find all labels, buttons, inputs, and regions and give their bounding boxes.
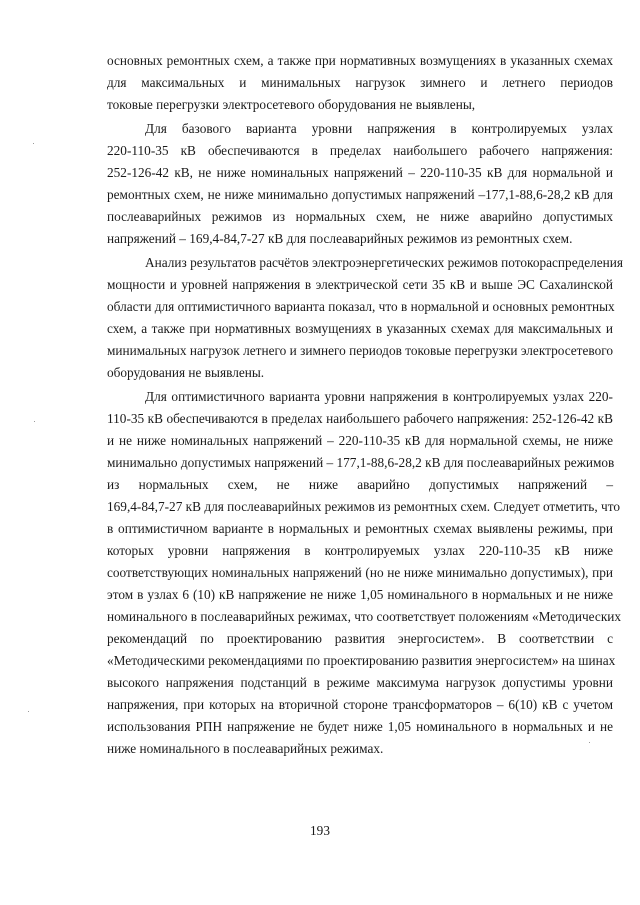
scan-speck xyxy=(34,421,35,422)
paragraph xyxy=(107,50,613,116)
text-line: номинального в послеаварийных режимах, что соответствует положениям «Методических xyxy=(107,609,622,624)
text-line: минимальных нагрузок летнего и зимнего периодов токовые перегрузки электросетевого xyxy=(107,343,613,358)
text-line: послеаварийных режимов из нормальных схем, не ниже аварийно допустимых xyxy=(107,209,613,224)
text-line: рекомендаций по проектированию развития энергосистем». В соответствии с xyxy=(107,631,613,646)
text-line: ниже номинального в послеаварийных режимах. xyxy=(107,741,384,756)
text-line: этом в узлах 6 (10) кВ напряжение не ниже 1,05 номинального в нормальных и не ниже xyxy=(107,587,613,602)
text-line: 252-126-42 кВ, не ниже номинальных напряжений – 220-110-35 кВ для нормальной и xyxy=(107,165,613,180)
text-line: в оптимистичном варианте в нормальных и ремонтных схемах выявлены режимы, при xyxy=(107,521,613,536)
text-line: которых уровни напряжения в контролируемых узлах 220-110-35 кВ ниже xyxy=(107,543,613,558)
text-line: Для базового варианта уровни напряжения в контролируемых узлах xyxy=(145,121,613,136)
text-line: токовые перегрузки электросетевого оборудования не выявлены, xyxy=(107,97,476,112)
text-line: мощности и уровней напряжения в электрической сети 35 кВ и выше ЭС Сахалинской xyxy=(107,277,613,292)
paragraph xyxy=(107,386,622,760)
text-line: высокого напряжения подстанций в режиме максимума нагрузок допустимы уровни xyxy=(107,675,613,690)
paragraph xyxy=(107,118,613,250)
page-number: 193 xyxy=(310,823,330,838)
document-body xyxy=(107,50,623,760)
text-line: области для оптимистичного варианта показал, что в нормальной и основных ремонтных xyxy=(107,299,615,314)
text-line: ремонтных схем, не ниже минимально допустимых напряжений –177,1-88,6-28,2 кВ для xyxy=(107,187,613,202)
text-line: из нормальных схем, не ниже аварийно допустимых напряжений – xyxy=(107,477,613,492)
text-line: основных ремонтных схем, а также при нормативных возмущениях в указанных схемах xyxy=(107,53,613,68)
text-line: 220-110-35 кВ обеспечиваются в пределах наибольшего рабочего напряжения: xyxy=(107,143,613,158)
text-line: Для оптимистичного варианта уровни напряжения в контролируемых узлах 220- xyxy=(145,389,613,404)
text-line: 169,4-84,7-27 кВ для послеаварийных режимов из ремонтных схем. Следует отметить, что xyxy=(107,499,620,514)
text-line: схем, а также при нормативных возмущениях в указанных схемах для максимальных и xyxy=(107,321,613,336)
text-line: и не ниже номинальных напряжений – 220-110-35 кВ для нормальной схемы, не ниже xyxy=(107,433,613,448)
text-line: напряжений – 169,4-84,7-27 кВ для послеаварийных режимов из ремонтных схем. xyxy=(107,231,573,246)
text-line: 110-35 кВ обеспечиваются в пределах наибольшего рабочего напряжения: 252-126-42 кВ xyxy=(107,411,613,426)
scan-speck xyxy=(589,742,590,743)
scan-speck xyxy=(28,711,29,712)
text-line: соответствующих номинальных напряжений (но не ниже минимально допустимых), при xyxy=(107,565,613,580)
text-line: для максимальных и минимальных нагрузок зимнего и летнего периодов xyxy=(107,75,613,90)
text-line: «Методическими рекомендациями по проектированию развития энергосистем» на шинах xyxy=(107,653,616,668)
text-line: минимально допустимых напряжений – 177,1-88,6-28,2 кВ для послеаварийных режимов xyxy=(107,455,615,470)
paragraph xyxy=(107,252,623,384)
text-line: напряжения, при которых на вторичной стороне трансформаторов – 6(10) кВ с учетом xyxy=(107,697,613,712)
text-line: использования РПН напряжение не будет ниже 1,05 номинального в нормальных и не xyxy=(107,719,613,734)
text-line: Анализ результатов расчётов электроэнергетических режимов потокораспределения xyxy=(145,255,623,270)
scan-speck xyxy=(33,143,34,144)
text-line: оборудования не выявлены. xyxy=(107,365,265,380)
